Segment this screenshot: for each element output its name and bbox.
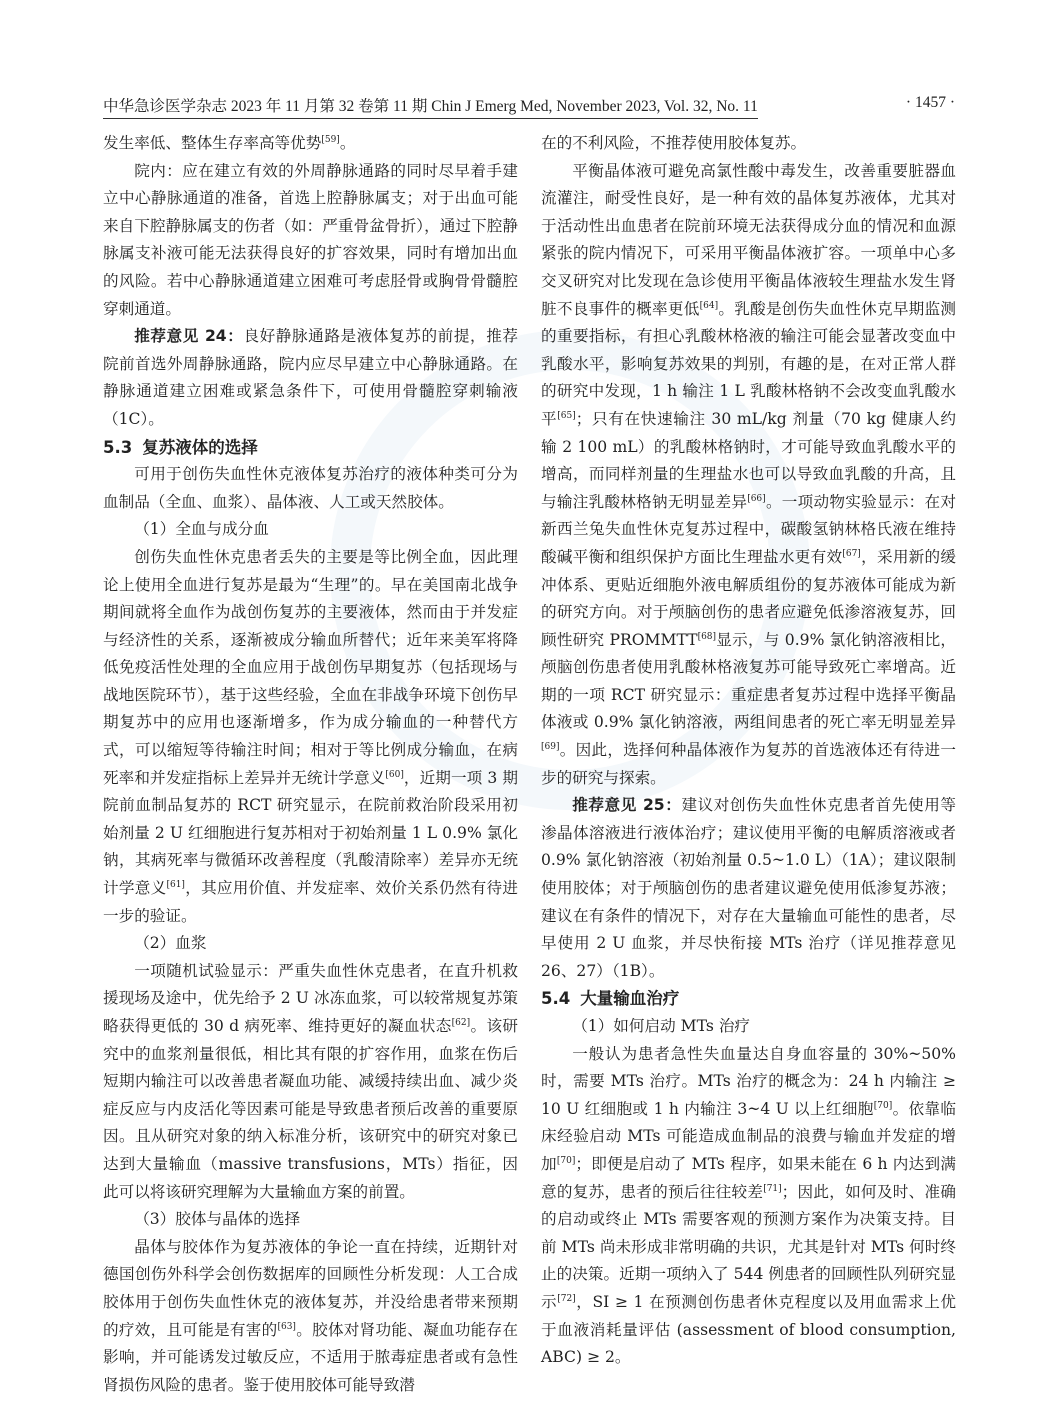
citation-ref: [61] bbox=[166, 880, 185, 891]
paragraph bbox=[541, 792, 956, 985]
citation-ref: [65] bbox=[557, 410, 576, 421]
citation-ref: [63] bbox=[277, 1321, 296, 1332]
text-run: 发生率低、整体生存率高等优势 bbox=[103, 134, 322, 152]
citation-ref: [62] bbox=[451, 1018, 471, 1028]
right-column bbox=[541, 130, 956, 1372]
section-title: 大量输血治疗 bbox=[580, 989, 680, 1009]
section-number: 5.4 bbox=[541, 989, 571, 1009]
paragraph bbox=[103, 158, 518, 324]
left-column bbox=[103, 130, 518, 1399]
recommendation-label: 推荐意见 25： bbox=[572, 796, 682, 815]
citation-ref: [70] bbox=[873, 1100, 893, 1111]
paragraph bbox=[103, 958, 518, 1206]
text-run: ；即便是启动了 MTs 程序，如果未能在 6 h 内达到满意的复苏，患者的预后往往较差 bbox=[541, 1154, 956, 1201]
text-run: 。 bbox=[339, 134, 356, 152]
paragraph bbox=[103, 130, 518, 158]
paragraph bbox=[103, 1234, 518, 1400]
text-run: ，采用新的缓冲体系、更贴近细胞外液电解质组份的复苏液体可能成为新的研究方向。对于颅脑创伤的患者应避免低渗溶液复苏，回顾性研究 PROMMTT bbox=[541, 547, 956, 649]
text-run: 。胶体对肾功能、凝血功能存在影响，并可能诱发过敏反应，不适用于脓毒症患者或有急性肾损伤风险的患者。鉴于使用胶体可能导致潜 bbox=[103, 1320, 518, 1394]
text-run: ；因此，如何及时、准确的启动或终止 MTs 需要客观的预测方案作为决策支持。目前 MTs 尚未形成非常明确的共识，尤其是针对 MTs 何时终止的决策。近期一项纳入了 544 例患者的回顾性队列研究显示 bbox=[541, 1182, 956, 1311]
paragraph bbox=[541, 158, 956, 793]
text-run: 建议对创伤失血性休克患者首先使用等渗晶体溶液进行液体治疗；建议使用平衡的电解质溶液或者 0.9% 氯化钠溶液（初始剂量 0.5~1.0 L）（1A）；建议限制使用胶体；对于颅脑创伤的患者建议避免使用低渗复苏液；建议在有条件的情况下，对存在大量输血可能性的患者，尽早使用 2 U 血浆，并尽快衔接 MTs 治疗（详见推荐意见 26、27）（1B）。 bbox=[541, 796, 956, 980]
citation-ref: [66] bbox=[747, 493, 766, 504]
text-run: 显示，与 0.9% 氯化钠溶液相比，颅脑创伤患者使用乳酸林格液复苏可能导致死亡率增高。近期的一项 RCT 研究显示：重症患者复苏过程中选择平衡晶体液或 0.9% 氯化钠溶液，两组间患者的死亡率无明显差异 bbox=[541, 630, 957, 732]
text-run: （1）全血与成分血 bbox=[134, 520, 269, 539]
running-header bbox=[103, 94, 955, 120]
text-run: 可用于创伤失血性休克液体复苏治疗的液体种类可分为血制品（全血、血浆）、晶体液、人工或天然胶体。 bbox=[103, 465, 518, 511]
text-run: 一项随机试验显示：严重失血性休克患者，在直升机救援现场及途中，优先给予 2 U 冰冻血浆，可以较常规复苏策略获得更低的 30 d 病死率、维持更好的凝血状态 bbox=[103, 961, 518, 1035]
text-run: 院内：应在建立有效的外周静脉通路的同时尽早着手建立中心静脉通道的准备，首选上腔静脉属支；对于出血可能来自下腔静脉属支的伤者（如：严重骨盆骨折），通过下腔静脉属支补液可能无法获得良好的扩容效果，同时有增加出血的风险。若中心静脉通道建立困难可考虑胫骨或胸骨骨髓腔穿刺通道。 bbox=[103, 161, 518, 318]
text-run: 。依靠临床经验启动 MTs 可能造成血制品的浪费与输血并发症的增加 bbox=[541, 1099, 956, 1173]
text-run: 一般认为患者急性失血量达自身血容量的 30%~50% 时，需要 MTs 治疗。MTs 治疗的概念为：24 h 内输注 ≥ 10 U 红细胞或 1 h 内输注 3~4 U 以上红细胞 bbox=[541, 1044, 956, 1118]
text-run: ，其应用价值、并发症率、效价关系仍然有待进一步的验证。 bbox=[103, 879, 518, 925]
text-run: 晶体与胶体作为复苏液体的争论一直在持续，近期针对德国创伤外科学会创伤数据库的回顾性分析发现：人工合成胶体用于创伤失血性休克的液体复苏，并没给患者带来预期的疗效，且可能是有害的 bbox=[103, 1237, 518, 1339]
paragraph bbox=[103, 1206, 518, 1234]
text-run: 良好静脉通路是液体复苏的前提，推荐院前首选外周静脉通路，院内应尽早建立中心静脉通路。在静脉通道建立困难或紧急条件下，可使用骨髓腔穿刺输液（1C）。 bbox=[103, 327, 518, 428]
citation-ref: [69] bbox=[541, 742, 560, 753]
paragraph bbox=[103, 323, 518, 433]
text-run: ，近期一项 3 期院前血制品复苏的 RCT 研究显示，在院前救治阶段采用初始剂量 2 U 红细胞进行复苏相对于初始剂量 1 L 0.9% 氯化钠，其病死率与微循环改善程度（乳酸清除率）差异亦无统计学意义 bbox=[103, 768, 518, 898]
section-heading bbox=[541, 985, 956, 1013]
text-run: 。一项动物实验显示：在对新西兰兔失血性休克复苏过程中，碳酸氢钠林格氏液在维持酸碱平衡和组织保护方面比生理盐水更有效 bbox=[541, 492, 956, 566]
paragraph bbox=[541, 1013, 956, 1041]
text-run: 创伤失血性休克患者丢失的主要是等比例全血，因此理论上使用全血进行复苏是最为“生理”的。早在美国南北战争期间就将全血作为战创伤复苏的主要液体，然而由于并发症与经济性的关系，逐渐被成分输血所替代；近年来美军将降低免疫活性处理的全血应用于战创伤早期复苏（包括现场与战地医院环节），基于这些经验，全血在非战争环境下创伤早期复苏中的应用也逐渐增多，作为成分输血的一种替代方式，可以缩短等待输注时间；相对于等比例成分输血，在病死率和并发症指标上差异并无统计学意义 bbox=[103, 547, 518, 787]
paragraph bbox=[103, 461, 518, 516]
citation-ref: [64] bbox=[699, 300, 719, 311]
paragraph bbox=[103, 516, 518, 544]
citation-ref: [70] bbox=[556, 1155, 576, 1166]
recommendation-label: 推荐意见 24： bbox=[134, 327, 244, 346]
text-run: 。该研究中的血浆剂量很低，相比其有限的扩容作用，血浆在伤后短期内输注可以改善患者凝血功能、减缓持续出血、减少炎症反应与内皮活化等因素可能是导致患者预后改善的重要原因。且从研究对象的纳入标准分析，该研究中的研究对象已达到大量输血（massive transfusions，MTs）指征，因此可以将该研究理解为大量输血方案的前置。 bbox=[103, 1017, 518, 1201]
page-number: · 1457 · bbox=[905, 94, 955, 111]
paragraph bbox=[541, 1041, 956, 1372]
text-run: 。乳酸是创伤失血性休克早期监测的重要指标，有担心乳酸林格液的输注可能会显著改变血中乳酸水平，影响复苏效果的判别，有趣的是，在对正常人群的研究中发现，1 h 输注 1 L 乳酸林格钠不会改变血乳酸水平 bbox=[541, 299, 956, 428]
text-run: ，SI ≥ 1 在预测创伤患者休克程度以及用血需求上优于血液消耗量评估 (assessment of blood consumption, ABC) ≥ 2。 bbox=[541, 1292, 956, 1367]
journal-citation: 中华急诊医学杂志 2023 年 11 月第 32 卷第 11 期 Chin J Emerg Med, November 2023, Vol. 32, No. 11 bbox=[103, 94, 758, 119]
section-number: 5.3 bbox=[103, 437, 133, 457]
citation-ref: [60] bbox=[385, 769, 404, 780]
section-heading bbox=[103, 434, 518, 462]
paragraph bbox=[103, 930, 518, 958]
paragraph bbox=[541, 130, 956, 158]
citation-ref: [71] bbox=[763, 1183, 782, 1194]
text-run: （1）如何启动 MTs 治疗 bbox=[572, 1017, 751, 1035]
text-run: 。因此，选择何种晶体液作为复苏的首选液体还有待进一步的研究与探索。 bbox=[541, 741, 956, 787]
text-run: ；只有在快速输注 30 mL/kg 剂量（70 kg 健康人约输 2 100 mL）的乳酸林格钠时，才可能导致血乳酸水平的增高，而同样剂量的生理盐水也可以导致血乳酸的升高，且与输注乳酸林格钠无明显差异 bbox=[541, 409, 956, 511]
paragraph bbox=[103, 544, 518, 930]
text-run: 平衡晶体液可避免高氯性酸中毒发生，改善重要脏器血流灌注，耐受性良好，是一种有效的晶体复苏液体，尤其对于活动性出血患者在院前环境无法获得成分血的情况和血源紧张的院内情况下，可采用平衡晶体液扩容。一项单中心多交叉研究对比发现在急诊使用平衡晶体液较生理盐水发生肾脏不良事件的概率更低 bbox=[541, 161, 956, 318]
citation-ref: [72] bbox=[557, 1293, 576, 1304]
citation-ref: [67] bbox=[842, 548, 861, 559]
citation-ref: [59] bbox=[321, 135, 340, 145]
section-title: 复苏液体的选择 bbox=[142, 437, 258, 457]
citation-ref: [68] bbox=[697, 631, 717, 642]
text-run: （3）胶体与晶体的选择 bbox=[134, 1210, 301, 1229]
text-run: 在的不利风险，不推荐使用胶体复苏。 bbox=[541, 134, 807, 152]
text-run: （2）血浆 bbox=[134, 934, 207, 953]
